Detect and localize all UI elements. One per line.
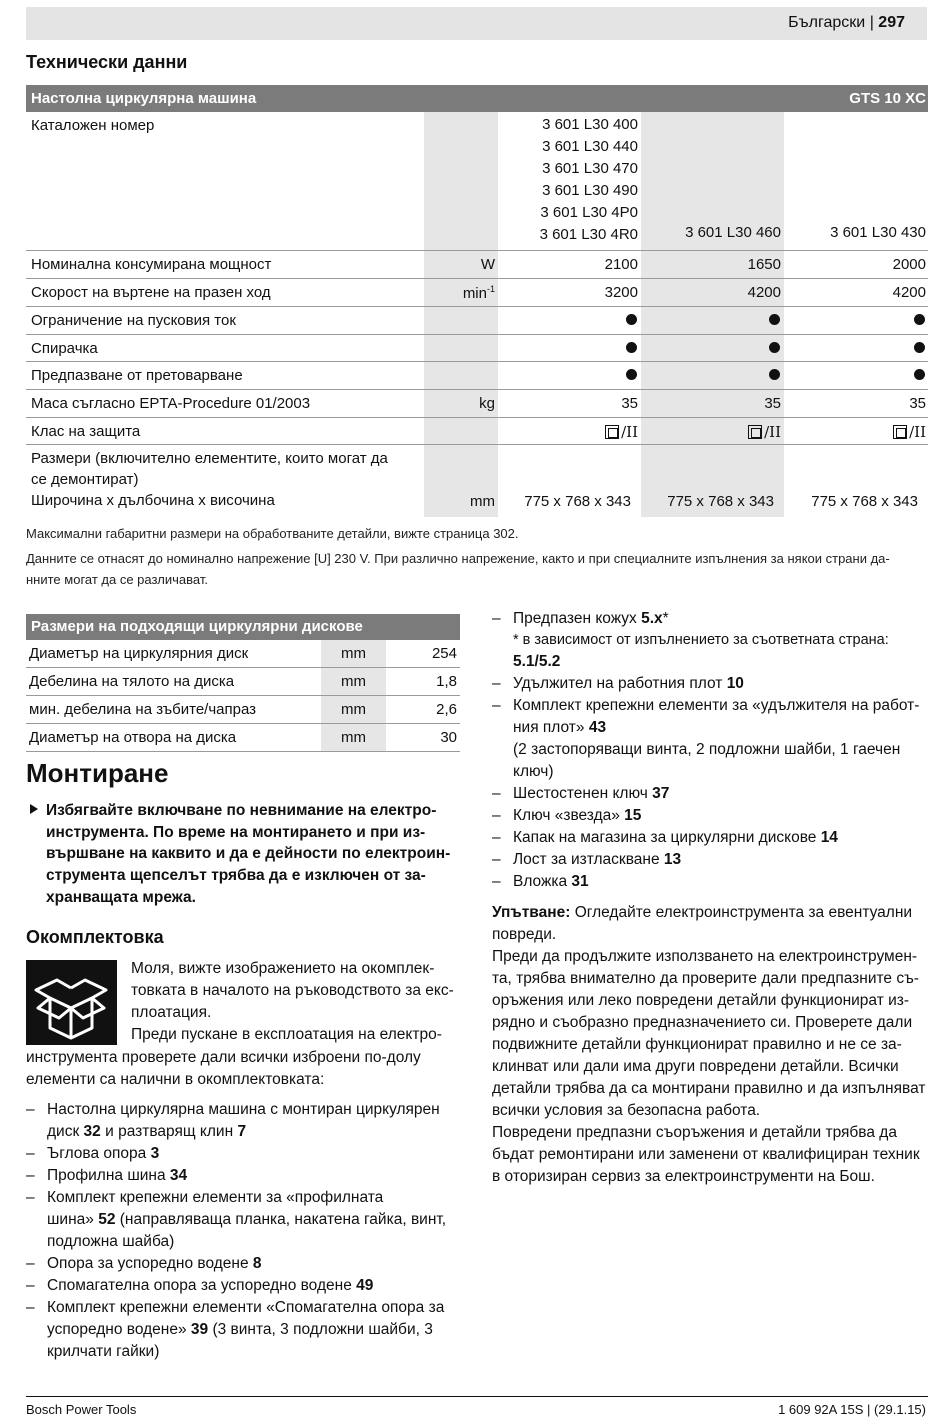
- table-row: мин. дебелина на зъбите/чапраз mm 2,6: [26, 696, 460, 724]
- list-item: – Спомагателна опора за успоредно водене 49: [26, 1275, 460, 1297]
- protection-class-icon: [748, 425, 762, 439]
- page-header-bar: [26, 7, 927, 40]
- table-footnote: нните могат да се различават.: [26, 572, 208, 587]
- list-item: – Предпазен кожух 5.x* * в зависимост от изпълнението за съответната страна: 5.1/5.2: [492, 608, 928, 673]
- table-row: Клас на защита /II /II /II: [26, 418, 928, 445]
- kit-list-left: [26, 1099, 460, 1363]
- bullet-dot-icon: [626, 342, 637, 353]
- table-row: Спирачка: [26, 335, 928, 362]
- mounting-heading: Монтиране: [26, 758, 169, 788]
- inspection-text: Упътване: Огледайте електроинструмента за евентуални повреди. Преди да продължите използването на електроинструмен- та, трябва внимателно да проверите дали предпазните съ- оръжения или леко повредени детайли функционират из- рядно и съобразно предназначението си. Проверете дали подвижните детайли функционират правилно и не се за- клинват или дали има други повредени детайли. Всички детайли трябва да са монтирани правилно и да изпълняват всички условия за безопасна работа. Повредени предпазни съоръжения и детайли трябва да бъдат ремонтирани или заменени от квалифициран техник в оторизиран сервиз за електроинструменти на Бош.: [492, 904, 926, 1185]
- kit-heading: Окомплектовка: [26, 927, 164, 947]
- list-item: – Капак на магазина за циркулярни дискове 14: [492, 827, 928, 849]
- table-header: Размери на подходящи циркулярни дискове: [26, 614, 460, 640]
- list-item: – Шестостенен ключ 37: [492, 783, 928, 805]
- bullet-dot-icon: [914, 342, 925, 353]
- table-footnote: Максимални габаритни размери на обработваните детайли, вижте страница 302.: [26, 526, 519, 541]
- list-item: – Ъглова опора 3: [26, 1143, 460, 1165]
- list-item: – Комплект крепежни елементи «Спомагателна опора за успоредно водене» 39 (3 винта, 3 подложни шайби, 3 крилчати гайки): [26, 1297, 460, 1363]
- kit-intro: Моля, вижте изображението на окомплек- товката в началото на ръководството за екс- плоатация. Преди пускане в експлоатация на електро-: [131, 960, 454, 1043]
- list-item: – Вложка 31: [492, 871, 928, 893]
- list-item: – Комплект крепежни елементи за «профилната шина» 52 (направляваща планка, накатена гайка, винт, подложна шайба): [26, 1187, 460, 1253]
- table-row-dimensions: Размери (включително елементите, които могат да се демонтират) Широчина x дълбочина x височина mm 775 x 768 x 343 775 x 768 x 343 775 x 768 x 343: [26, 445, 928, 517]
- list-item: – Профилна шина 34: [26, 1165, 460, 1187]
- kit-list-right: [492, 608, 928, 893]
- list-item: – Ключ «звезда» 15: [492, 805, 928, 827]
- table-row: Предпазване от претоварване: [26, 362, 928, 390]
- protection-class-icon: [893, 425, 907, 439]
- box-open-icon: [26, 960, 117, 1045]
- tech-data-table: [26, 85, 928, 517]
- table-header: Настолна циркулярна машина GTS 10 XC: [26, 85, 928, 112]
- catalog-col1: 3 601 L30 400 3 601 L30 440 3 601 L30 470 3 601 L30 490 3 601 L30 4P0 3 601 L30 4R0: [539, 116, 638, 243]
- bullet-dot-icon: [769, 342, 780, 353]
- table-row: Номинална консумирана мощност W 2100 1650 2000: [26, 251, 928, 279]
- table-row: Скорост на въртене на празен ход $\min^{-1}$ 3200 4200 4200: [26, 279, 928, 307]
- bullet-dot-icon: [769, 369, 780, 380]
- footer-divider: [26, 1396, 928, 1397]
- footer-brand: Bosch Power Tools: [26, 1402, 137, 1417]
- arrow-right-icon: [30, 804, 38, 814]
- list-item: – Лост за изтласкване 13: [492, 849, 928, 871]
- list-item: – Комплект крепежни елементи за «удължителя на работ- ния плот» 43 (2 застопоряващи винта, 2 подложни шайби, 1 гаечен ключ): [492, 695, 928, 783]
- tech-data-heading: Технически данни: [26, 52, 188, 72]
- footer-doc-id: 1 609 92A 15S | (29.1.15): [778, 1402, 926, 1417]
- table-row-catalog: Каталожен номер 3 601 L30 400 3 601 L30 440 3 601 L30 470 3 601 L30 490 3 601 L30 4P0 3 601 L30 4R0 3 601 L30 460 3 601 L30 430: [26, 112, 928, 251]
- bullet-dot-icon: [626, 314, 637, 325]
- bullet-dot-icon: [914, 369, 925, 380]
- table-row: Диаметър на циркулярния диск mm 254: [26, 640, 460, 668]
- bullet-dot-icon: [914, 314, 925, 325]
- bullet-dot-icon: [626, 369, 637, 380]
- kit-intro-continued: инструмента проверете дали всички изброени по-долу елементи са налични в окомплектовката:: [26, 1049, 421, 1088]
- table-row: Дебелина на тялото на диска mm 1,8: [26, 668, 460, 696]
- bullet-dot-icon: [769, 314, 780, 325]
- table-row: Диаметър на отвора на диска mm 30: [26, 724, 460, 752]
- protection-class-icon: [605, 425, 619, 439]
- list-item: – Опора за успоредно водене 8: [26, 1253, 460, 1275]
- list-item: – Настолна циркулярна машина с монтиран циркулярен диск 32 и разтварящ клин 7: [26, 1099, 460, 1143]
- disk-dimensions-table: [26, 614, 460, 752]
- table-footnote: Данните се отнасят до номинално напрежение [U] 230 V. При различно напрежение, както и при специалните изпълнения за някои страни да-: [26, 551, 890, 566]
- list-item: – Удължител на работния плот 10: [492, 673, 928, 695]
- table-row: Маса съгласно EPTA-Procedure 01/2003 kg 35 35 35: [26, 390, 928, 418]
- table-row: Ограничение на пусковия ток: [26, 307, 928, 335]
- safety-warning: Избягвайте включване по невнимание на електро- инструмента. По време на монтирането и при из- вършване на каквито и да е дейности по електроин- струмента щепселът трябва да е изключен от за- хранващата мрежа.: [26, 800, 456, 908]
- page-number-label: Български | 297: [788, 14, 905, 31]
